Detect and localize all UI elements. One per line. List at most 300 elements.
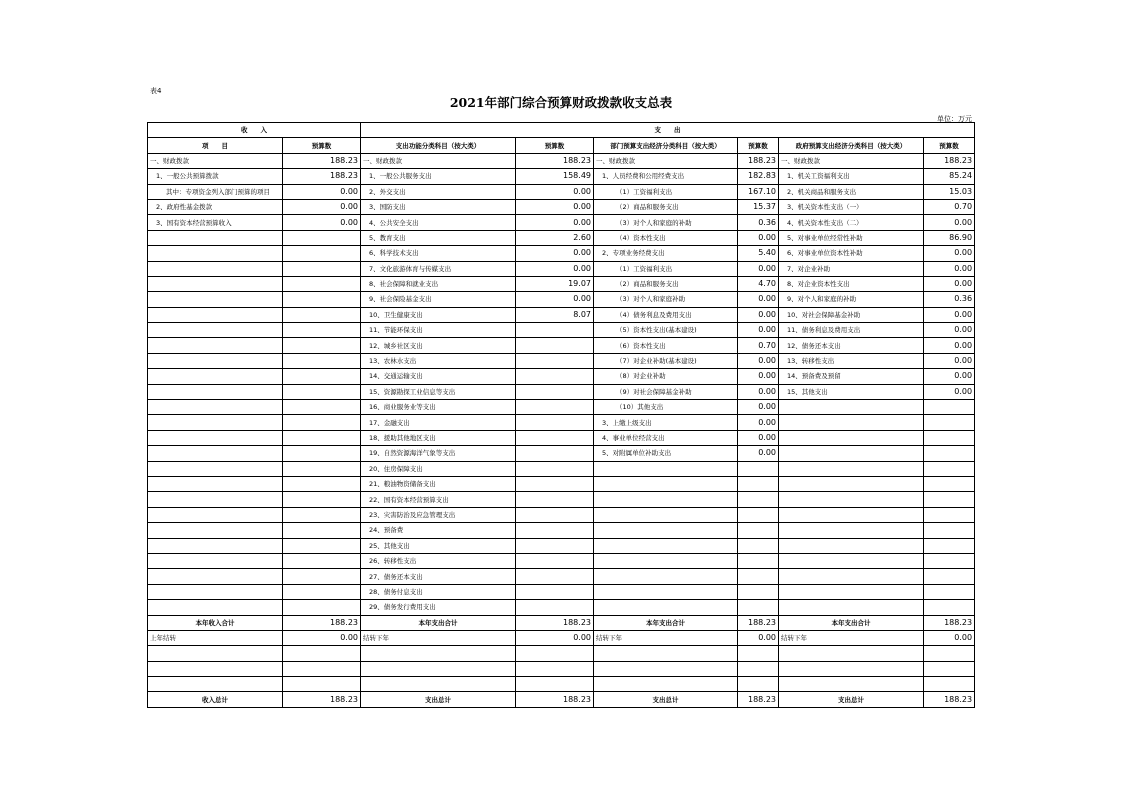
table-row [148, 400, 975, 415]
item-cell: （3）对个人和家庭补助 [594, 292, 738, 307]
empty-cell [738, 677, 779, 692]
item-cell: 结转下年 [779, 630, 924, 645]
expense-section-header: 支 出 [361, 123, 975, 138]
amount-cell [516, 553, 594, 568]
item-cell: 10、对社会保障基金补助 [779, 307, 924, 322]
amount-cell [738, 569, 779, 584]
amount-cell: 0.00 [516, 184, 594, 199]
item-cell: 3、国有资本经营预算收入 [148, 215, 283, 230]
amount-cell: 5.40 [738, 246, 779, 261]
amount-cell: 188.23 [516, 692, 594, 707]
empty-cell [516, 661, 594, 676]
amount-cell: 0.00 [924, 353, 975, 368]
item-cell: 支出总计 [779, 692, 924, 707]
item-cell: 29、债务发行费用支出 [361, 600, 516, 615]
item-cell: 6、科学技术支出 [361, 246, 516, 261]
amount-cell: 188.23 [924, 615, 975, 630]
amount-cell [924, 415, 975, 430]
column-header: 预算数 [283, 138, 361, 153]
item-cell: 1、一般公共服务支出 [361, 169, 516, 184]
table-row [148, 323, 975, 338]
table-row [148, 276, 975, 291]
amount-cell: 0.00 [924, 215, 975, 230]
amount-cell [924, 400, 975, 415]
empty-cell [738, 646, 779, 661]
amount-cell: 188.23 [283, 169, 361, 184]
item-cell: 21、粮油物资储备支出 [361, 476, 516, 491]
amount-cell: 188.23 [283, 615, 361, 630]
amount-cell: 0.36 [738, 215, 779, 230]
amount-cell: 0.70 [924, 199, 975, 214]
item-cell: 9、对个人和家庭的补助 [779, 292, 924, 307]
item-cell: 一、财政拨款 [361, 153, 516, 168]
item-cell [148, 400, 283, 415]
item-cell: 收入总计 [148, 692, 283, 707]
item-cell [148, 584, 283, 599]
amount-cell [516, 492, 594, 507]
amount-cell: 0.00 [738, 353, 779, 368]
item-cell: 4、公共安全支出 [361, 215, 516, 230]
amount-cell: 0.00 [516, 246, 594, 261]
item-cell: 10、卫生健康支出 [361, 307, 516, 322]
amount-cell [283, 384, 361, 399]
item-cell: （7）对企业补助(基本建设) [594, 353, 738, 368]
income-section-header: 收 入 [148, 123, 361, 138]
item-cell: 一、财政拨款 [148, 153, 283, 168]
item-cell [779, 400, 924, 415]
item-cell: （1）工资福利支出 [594, 261, 738, 276]
amount-cell [738, 584, 779, 599]
item-cell: 2、机关商品和服务支出 [779, 184, 924, 199]
amount-cell: 0.00 [738, 230, 779, 245]
page-title: 2021年部门综合预算财政拨款收支总表 [449, 95, 673, 110]
table-row [148, 553, 975, 568]
amount-cell: 0.00 [924, 307, 975, 322]
item-cell [779, 430, 924, 445]
item-cell [148, 246, 283, 261]
amount-cell: 0.00 [738, 384, 779, 399]
item-cell: 17、金融支出 [361, 415, 516, 430]
empty-cell [779, 646, 924, 661]
item-cell: 19、自然资源海洋气象等支出 [361, 446, 516, 461]
amount-cell: 0.00 [738, 292, 779, 307]
empty-cell [361, 646, 516, 661]
amount-cell [738, 553, 779, 568]
item-cell: 2、专项业务经费支出 [594, 246, 738, 261]
table-row [148, 369, 975, 384]
amount-cell [516, 400, 594, 415]
amount-cell: 15.03 [924, 184, 975, 199]
item-cell: 结转下年 [594, 630, 738, 645]
amount-cell: 0.00 [516, 261, 594, 276]
table-row [148, 261, 975, 276]
item-cell: 18、援助其他地区支出 [361, 430, 516, 445]
item-cell: 3、机关资本性支出（一） [779, 199, 924, 214]
table-row [148, 246, 975, 261]
item-cell [779, 507, 924, 522]
item-cell: 其中：专项资金列入部门预算的项目 [148, 184, 283, 199]
item-cell: 1、人员经费和公用经费支出 [594, 169, 738, 184]
amount-cell: 0.00 [738, 430, 779, 445]
amount-cell: 8.07 [516, 307, 594, 322]
amount-cell [283, 230, 361, 245]
empty-cell [779, 677, 924, 692]
amount-cell [283, 400, 361, 415]
amount-cell [738, 523, 779, 538]
empty-cell [148, 661, 283, 676]
empty-cell [283, 646, 361, 661]
item-cell [148, 261, 283, 276]
item-cell: 11、节能环保支出 [361, 323, 516, 338]
item-cell [594, 600, 738, 615]
empty-cell [594, 677, 738, 692]
amount-cell: 0.00 [283, 199, 361, 214]
item-cell: （8）对企业补助 [594, 369, 738, 384]
amount-cell: 188.23 [738, 615, 779, 630]
amount-cell [516, 384, 594, 399]
blank-row [148, 661, 975, 676]
amount-cell: 188.23 [924, 692, 975, 707]
item-cell: 支出总计 [594, 692, 738, 707]
item-cell [779, 415, 924, 430]
empty-cell [148, 677, 283, 692]
amount-cell: 0.00 [283, 184, 361, 199]
item-cell [148, 461, 283, 476]
item-cell: 16、商业服务业等支出 [361, 400, 516, 415]
amount-cell: 158.49 [516, 169, 594, 184]
grand-total-row [148, 692, 975, 707]
empty-cell [738, 661, 779, 676]
item-cell [594, 461, 738, 476]
item-cell [779, 446, 924, 461]
amount-cell [924, 492, 975, 507]
amount-cell: 0.00 [738, 323, 779, 338]
item-cell: 2、政府性基金拨款 [148, 199, 283, 214]
amount-cell [283, 492, 361, 507]
item-cell: 8、社会保障和就业支出 [361, 276, 516, 291]
item-cell: （4）资本性支出 [594, 230, 738, 245]
item-cell: 2、外交支出 [361, 184, 516, 199]
item-cell: 15、其他支出 [779, 384, 924, 399]
item-cell [594, 569, 738, 584]
amount-cell: 0.00 [924, 246, 975, 261]
amount-cell: 4.70 [738, 276, 779, 291]
amount-cell [924, 476, 975, 491]
amount-cell: 0.00 [924, 630, 975, 645]
item-cell: 一、财政拨款 [779, 153, 924, 168]
item-cell [148, 523, 283, 538]
item-cell [148, 430, 283, 445]
amount-cell [738, 538, 779, 553]
empty-cell [283, 677, 361, 692]
item-cell: 7、对企业补助 [779, 261, 924, 276]
item-cell [594, 507, 738, 522]
amount-cell: 0.00 [738, 446, 779, 461]
item-cell: 9、社会保险基金支出 [361, 292, 516, 307]
empty-cell [283, 661, 361, 676]
table-row [148, 492, 975, 507]
amount-cell [924, 538, 975, 553]
amount-cell [516, 569, 594, 584]
item-cell: （2）商品和服务支出 [594, 199, 738, 214]
item-cell: 12、城乡社区支出 [361, 338, 516, 353]
item-cell: 3、上缴上级支出 [594, 415, 738, 430]
amount-cell: 0.00 [283, 630, 361, 645]
item-cell [148, 384, 283, 399]
amount-cell: 86.90 [924, 230, 975, 245]
amount-cell [283, 246, 361, 261]
item-cell [148, 492, 283, 507]
item-cell: 12、债务还本支出 [779, 338, 924, 353]
amount-cell: 0.00 [516, 199, 594, 214]
item-cell [779, 523, 924, 538]
item-cell: 11、债务利息及费用支出 [779, 323, 924, 338]
amount-cell [283, 446, 361, 461]
amount-cell [924, 600, 975, 615]
item-cell: 5、对事业单位经常性补助 [779, 230, 924, 245]
item-cell [779, 600, 924, 615]
amount-cell: 0.00 [924, 338, 975, 353]
amount-cell [924, 569, 975, 584]
item-cell: 27、债务还本支出 [361, 569, 516, 584]
item-cell [594, 523, 738, 538]
item-cell [779, 461, 924, 476]
item-cell: 结转下年 [361, 630, 516, 645]
column-header: 预算数 [516, 138, 594, 153]
table-row [148, 430, 975, 445]
amount-cell: 2.60 [516, 230, 594, 245]
table-row [148, 184, 975, 199]
item-cell: 15、资源勘探工业信息等支出 [361, 384, 516, 399]
item-cell [779, 553, 924, 568]
amount-cell [516, 507, 594, 522]
amount-cell: 188.23 [738, 692, 779, 707]
amount-cell [283, 569, 361, 584]
amount-cell [924, 523, 975, 538]
annual-total-row [148, 615, 975, 630]
item-cell [594, 584, 738, 599]
item-cell: 14、预备费及预留 [779, 369, 924, 384]
table-row [148, 384, 975, 399]
item-cell [594, 538, 738, 553]
item-cell: 本年支出合计 [361, 615, 516, 630]
item-cell: 23、灾害防治及应急管理支出 [361, 507, 516, 522]
amount-cell: 0.00 [924, 276, 975, 291]
amount-cell [283, 430, 361, 445]
table-row [148, 307, 975, 322]
item-cell [148, 338, 283, 353]
table-row [148, 476, 975, 491]
table-row [148, 353, 975, 368]
amount-cell [924, 584, 975, 599]
amount-cell [283, 553, 361, 568]
item-cell: 22、国有资本经营预算支出 [361, 492, 516, 507]
empty-cell [361, 677, 516, 692]
item-cell: 13、农林水支出 [361, 353, 516, 368]
amount-cell: 182.83 [738, 169, 779, 184]
table-row [148, 169, 975, 184]
amount-cell: 0.00 [738, 630, 779, 645]
item-cell [779, 584, 924, 599]
item-cell: （10）其他支出 [594, 400, 738, 415]
item-cell [148, 307, 283, 322]
table-row [148, 584, 975, 599]
item-cell [148, 569, 283, 584]
item-cell [148, 292, 283, 307]
item-cell [148, 323, 283, 338]
item-cell [148, 276, 283, 291]
item-cell: 1、机关工资福利支出 [779, 169, 924, 184]
amount-cell: 188.23 [738, 153, 779, 168]
amount-cell [283, 584, 361, 599]
amount-cell [283, 353, 361, 368]
empty-cell [779, 661, 924, 676]
amount-cell: 188.23 [283, 153, 361, 168]
item-cell: 14、交通运输支出 [361, 369, 516, 384]
item-cell [779, 538, 924, 553]
empty-cell [924, 677, 975, 692]
item-cell: （1）工资福利支出 [594, 184, 738, 199]
amount-cell: 0.00 [738, 415, 779, 430]
amount-cell [516, 353, 594, 368]
amount-cell: 85.24 [924, 169, 975, 184]
amount-cell [924, 507, 975, 522]
amount-cell: 188.23 [516, 615, 594, 630]
amount-cell [283, 261, 361, 276]
amount-cell [283, 338, 361, 353]
section-header-row [148, 123, 975, 138]
item-cell: 20、住房保障支出 [361, 461, 516, 476]
amount-cell: 0.00 [924, 369, 975, 384]
unit-label: 单位：万元 [937, 115, 972, 123]
amount-cell [516, 523, 594, 538]
amount-cell [283, 276, 361, 291]
amount-cell [738, 507, 779, 522]
amount-cell: 0.00 [283, 215, 361, 230]
item-cell [148, 446, 283, 461]
item-cell [148, 230, 283, 245]
item-cell: 5、对附属单位补助支出 [594, 446, 738, 461]
column-header: 预算数 [738, 138, 779, 153]
table-number-label: 表4 [150, 87, 162, 95]
amount-cell: 15.37 [738, 199, 779, 214]
table-row [148, 538, 975, 553]
item-cell: 1、一般公共预算拨款 [148, 169, 283, 184]
amount-cell [283, 523, 361, 538]
amount-cell: 188.23 [283, 692, 361, 707]
amount-cell [516, 446, 594, 461]
item-cell: 8、对企业资本性支出 [779, 276, 924, 291]
amount-cell [738, 476, 779, 491]
item-cell: 4、事业单位经营支出 [594, 430, 738, 445]
amount-cell [283, 369, 361, 384]
table-row [148, 569, 975, 584]
table-row [148, 199, 975, 214]
amount-cell: 0.00 [924, 323, 975, 338]
amount-cell [516, 600, 594, 615]
item-cell: 本年支出合计 [779, 615, 924, 630]
amount-cell [924, 553, 975, 568]
empty-cell [594, 646, 738, 661]
item-cell [148, 600, 283, 615]
table-row [148, 153, 975, 168]
item-cell: （4）债务利息及费用支出 [594, 307, 738, 322]
table-row [148, 461, 975, 476]
amount-cell [516, 369, 594, 384]
amount-cell [283, 415, 361, 430]
amount-cell [924, 430, 975, 445]
item-cell [779, 476, 924, 491]
column-header: 支出功能分类科目（按大类） [361, 138, 516, 153]
amount-cell [516, 538, 594, 553]
column-header: 政府预算支出经济分类科目（按大类） [779, 138, 924, 153]
item-cell: 4、机关资本性支出（二） [779, 215, 924, 230]
item-cell [148, 353, 283, 368]
amount-cell [283, 292, 361, 307]
table-row [148, 600, 975, 615]
item-cell [148, 538, 283, 553]
carry-over-row [148, 630, 975, 645]
table-row [148, 215, 975, 230]
item-cell: 3、国防支出 [361, 199, 516, 214]
amount-cell: 0.00 [924, 261, 975, 276]
table-row [148, 338, 975, 353]
amount-cell: 0.00 [924, 384, 975, 399]
empty-cell [516, 646, 594, 661]
amount-cell [516, 476, 594, 491]
item-cell: 28、债务付息支出 [361, 584, 516, 599]
blank-row [148, 677, 975, 692]
item-cell: 5、教育支出 [361, 230, 516, 245]
item-cell [148, 507, 283, 522]
table-row [148, 507, 975, 522]
amount-cell: 0.00 [738, 261, 779, 276]
amount-cell [738, 492, 779, 507]
amount-cell [738, 461, 779, 476]
amount-cell [924, 461, 975, 476]
amount-cell [283, 307, 361, 322]
item-cell: 本年收入合计 [148, 615, 283, 630]
amount-cell [516, 461, 594, 476]
item-cell: （3）对个人和家庭的补助 [594, 215, 738, 230]
amount-cell: 0.36 [924, 292, 975, 307]
amount-cell [924, 446, 975, 461]
empty-cell [924, 661, 975, 676]
table-row [148, 230, 975, 245]
amount-cell [738, 600, 779, 615]
item-cell: 上年结转 [148, 630, 283, 645]
amount-cell: 0.00 [516, 215, 594, 230]
column-header: 预算数 [924, 138, 975, 153]
item-cell: （2）商品和服务支出 [594, 276, 738, 291]
amount-cell: 0.00 [738, 369, 779, 384]
column-header: 项 目 [148, 138, 283, 153]
amount-cell: 0.70 [738, 338, 779, 353]
empty-cell [594, 661, 738, 676]
amount-cell [283, 507, 361, 522]
item-cell: 13、转移性支出 [779, 353, 924, 368]
empty-cell [516, 677, 594, 692]
table-row [148, 446, 975, 461]
amount-cell [283, 461, 361, 476]
amount-cell: 0.00 [516, 292, 594, 307]
item-cell: 26、转移性支出 [361, 553, 516, 568]
table-row [148, 292, 975, 307]
amount-cell: 0.00 [738, 307, 779, 322]
item-cell [148, 553, 283, 568]
item-cell [148, 369, 283, 384]
table-row [148, 415, 975, 430]
